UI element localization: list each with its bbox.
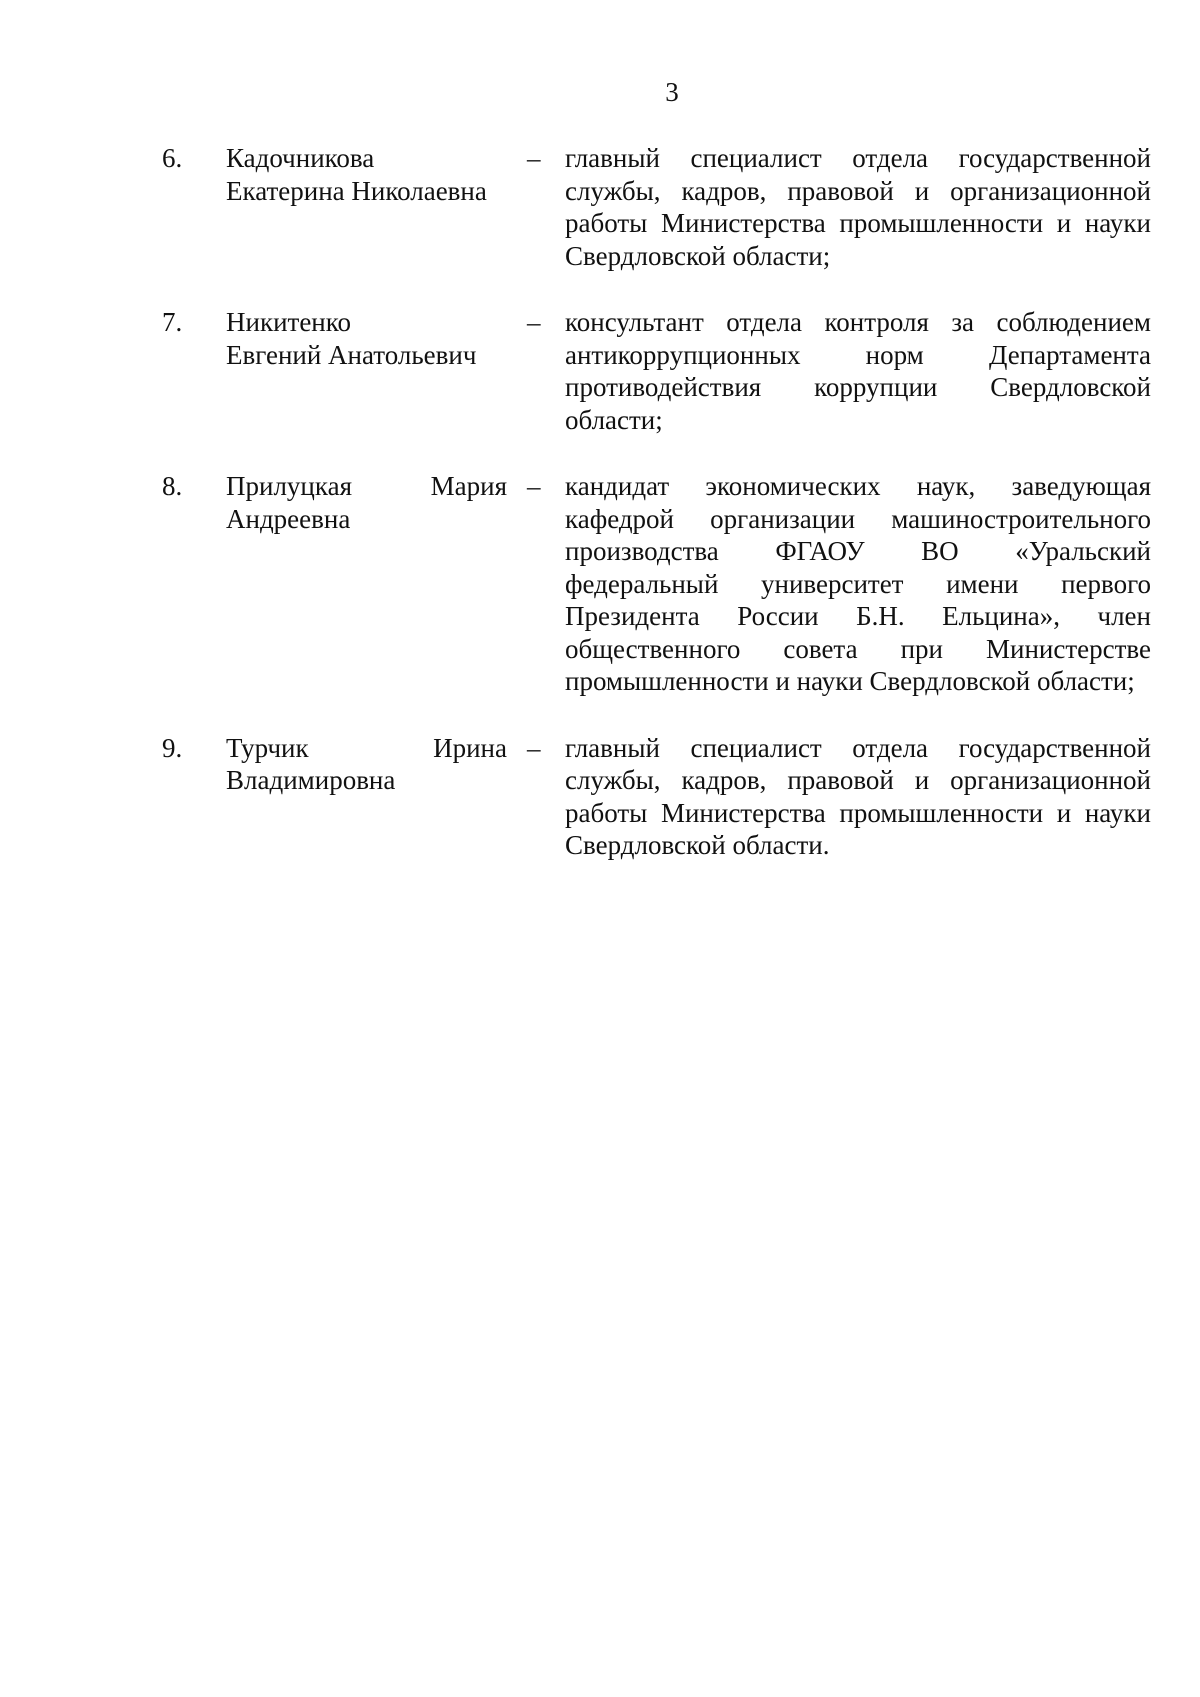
- person-position: главный специалист отдела государственной службы, кадров, правовой и организационной работы Министерства промышленности и науки Свердловской области;: [565, 143, 1151, 271]
- item-number: 8.: [162, 471, 183, 501]
- dash-separator: –: [527, 143, 541, 173]
- member-list: [0, 142, 1200, 862]
- person-name-line: Турчик Ирина: [226, 732, 507, 763]
- list-item: [0, 306, 1200, 436]
- person-position: главный специалист отдела государственной службы, кадров, правовой и организационной работы Министерства промышленности и науки Свердловской области.: [565, 732, 1151, 860]
- person-name-line: Владимировна: [226, 765, 396, 795]
- person-position: кандидат экономических наук, заведующая кафедрой организации машиностроительного производства ФГАОУ ВО «Уральский федеральный университет имени первого Президента России Б.Н. Ельцина», член общественного совета при Министерстве промышленности и науки Свердловской области;: [565, 471, 1151, 696]
- item-number: 6.: [162, 143, 183, 173]
- person-name-line: Екатерина Николаевна: [226, 175, 487, 206]
- list-item: [0, 142, 1200, 272]
- person-name-line: Кадочникова: [226, 143, 375, 173]
- dash-separator: –: [527, 471, 541, 501]
- person-name-line: Евгений Анатольевич: [226, 339, 477, 370]
- dash-separator: –: [527, 307, 541, 337]
- person-name: [226, 142, 507, 207]
- person-name-line: Прилуцкая Мария: [226, 471, 507, 501]
- person-name: [226, 306, 507, 371]
- dash-separator: –: [527, 732, 541, 763]
- person-position: консультант отдела контроля за соблюдением антикоррупционных норм Департамента противодействия коррупции Свердловской области;: [565, 307, 1151, 435]
- page-number: 3: [665, 77, 679, 107]
- person-name: [226, 470, 507, 535]
- list-item: [0, 732, 1200, 862]
- list-item: [0, 470, 1200, 698]
- person-name: [226, 732, 507, 797]
- person-name-line: Андреевна: [226, 503, 351, 534]
- item-number: 7.: [162, 307, 183, 337]
- person-name-line: Никитенко: [226, 307, 351, 337]
- item-number: 9.: [162, 732, 183, 763]
